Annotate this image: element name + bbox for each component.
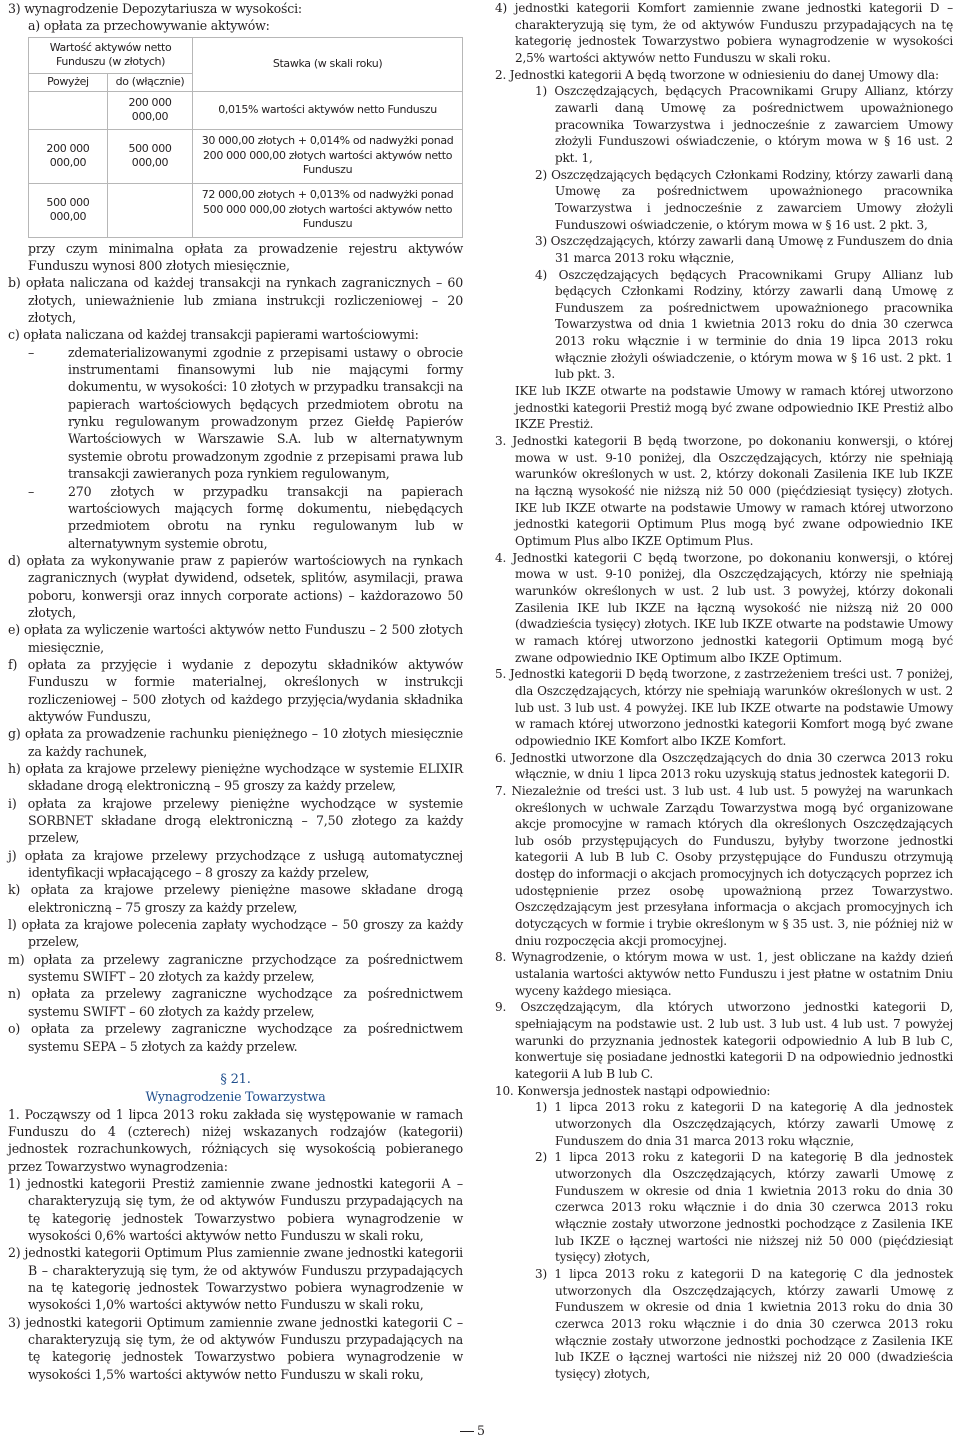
right-column [495, 0, 953, 1382]
item-3i: i) opłata za krajowe przelewy pieniężne wychodzące w systemie SORBNET składane drogą elektroniczną – 7,50 złotego za każdy przelew, [8, 795, 463, 846]
paragraph-2-item-1: 1) Oszczędzających, będących Pracownikami Grupy Allianz, którzy zawarli daną Umowę za pośrednictwem upoważnionego pracownika Towarzystwa i jednocześnie z zawarciem Umowy złożyli Funduszowi oświadczenie, o którym mowa w § 16 ust. 2 pkt. 1, [535, 84, 953, 165]
paragraph-4: 4. Jednostki kategorii C będą tworzone, po dokonaniu konwersji, o której mowa w ust. 9-10 poniżej, dla Oszczędzających, którzy nie spełniają warunków określonych w ust. 2 lub ust. 3 powyżej, którzy dokonali Zasilenia IKE lub IKZE na łączną wysokość nie niższą niż 20 000 (dwadzieścia tysięcy) złotych. IKE lub IKZE otwarte na podstawie Umowy w ramach której utworzono jednostki kategorii Optimum mogą być zwane odpowiednio IKE Optimum albo IKZE Optimum. [495, 550, 953, 665]
item-3c: c) opłata naliczana od każdej transakcji papierami wartościowymi: [8, 327, 419, 343]
paragraph-5: 5. Jednostki kategorii D będą tworzone, z zastrzeżeniem treści ust. 7 poniżej, dla Oszczędzających, którzy nie spełniają warunków określonych w ust. 2 lub ust. 3 lub ust. 4 powyżej. IKE lub IKZE otwarte na podstawie Umowy w ramach której utworzono jednostki kategorii Komfort mogą być zwane odpowiednio IKE Komfort albo IKZE Komfort. [495, 667, 953, 748]
paragraph-2-note: IKE lub IKZE otwarte na podstawie Umowy w ramach której utworzono jednostki kategorii Prestiż mogą być zwane odpowiednio IKE Prestiż albo IKZE Prestiż. [515, 384, 953, 432]
item-3j: j) opłata za krajowe przelewy przychodzące z usługą automatycznej identyfikacji wpłacającego – 8 groszy za każdy przelew, [8, 847, 463, 881]
paragraph-9: 9. Oszczędzającym, dla których utworzono jednostki kategorii D, spełniającym na podstawie ust. 2 lub ust. 3 lub ust. 4 lub ust. 7 powyżej warunki do przyznania jednostek kategorii odpowiednio A lub B lub C, konwertuje się posiadane jednostki kategorii D na odpowiednio jednostki kategorii A lub B lub C. [495, 1000, 953, 1081]
paragraph-1-item-3: 3) jednostki kategorii Optimum zamiennie zwane jednostki kategorii C – charakteryzują się tym, że od aktywów Funduszu przypadających na tę kategorię jednostek Towarzystwo pobiera wynagrodzenie w wysokości 1,5% wartości aktywów netto Funduszu w skali roku, [8, 1314, 463, 1382]
item-3b: b) opłata naliczana od każdej transakcji na rynkach zagranicznych – 60 złotych, unieważnienie lub zmiana instrukcji rozliczeniowej – 20 złotych, [8, 275, 463, 326]
paragraph-2: 2. Jednostki kategorii A będą tworzone w odniesieniu do danej Umowy dla: [495, 67, 939, 82]
table-cell: 72 000,00 złotych + 0,013% od nadwyżki ponad 500 000 000,00 złotych wartości aktywów netto Funduszu [193, 183, 463, 237]
item-3l: l) opłata za krajowe polecenia zapłaty wychodzące – 50 groszy za każdy przelew, [8, 917, 463, 950]
item-3o: o) opłata za przelewy zagraniczne wychodzące za pośrednictwem systemu SEPA – 5 złotych za każdy przelew. [8, 1021, 463, 1054]
left-column [8, 0, 463, 1383]
section-number: § 21. [220, 1071, 251, 1087]
table-subheader-above: Powyżej [29, 73, 108, 91]
paragraph-6: 6. Jednostki utworzone dla Oszczędzających do dnia 30 czerwca 2013 roku włącznie, w dniu 1 lipca 2013 roku uzyskują status jednostek kategorii D. [495, 750, 953, 782]
custody-fee-table [28, 37, 463, 238]
table-header-nav: Wartość aktywów netto Funduszu (w złotych) [29, 37, 193, 73]
item-3d: d) opłata za wykonywanie praw z papierów wartościowych na rynkach zagranicznych (wypłat dywidend, odsetek, splitów, asymilacji, prawa poboru, konwersji oraz innych corporate actions) – każdorazowo 50 złotych, [8, 552, 463, 620]
table-cell [107, 183, 192, 237]
table-cell: 0,015% wartości aktywów netto Funduszu [193, 91, 463, 129]
paragraph-10-item-2: 2) 1 lipca 2013 roku z kategorii D na kategorię B dla jednostek utworzonych dla Oszczędzających, którzy zawarli Umowę z Funduszem w okresie od dnia 1 kwietnia 2013 roku do dnia 30 czerwca 2013 roku włącznie i do dnia 30 czerwca 2013 roku włącznie zostały utworzone jednostki pochodzące z Zasilenia IKE lub IKZE o łącznej wartości nie niższej niż 50 000 (pięćdziesiąt tysięcy) złotych, [535, 1150, 953, 1265]
paragraph-2-item-4: 4) Oszczędzających będących Pracownikami Grupy Allianz lub będących Członkami Rodziny, którzy zawarli daną Umowę z Funduszem za pośrednictwem upoważnionego pracownika Towarzystwa od dnia 1 kwietnia 2013 roku do dnia 30 czerwca 2013 roku włącznie i w terminie do dnia 19 lipca 2013 roku włącznie złożyli oświadczenie, o którym mowa w § 16 ust. 2 pkt. 1 lub pkt. 3. [535, 267, 953, 382]
footer-rule [460, 1431, 474, 1432]
table-cell: 500 000 000,00 [29, 183, 108, 237]
paragraph-3: 3. Jednostki kategorii B będą tworzone, po dokonaniu konwersji, o której mowa w ust. 9-10 poniżej, dla Oszczędzających, którzy nie spełniają warunków określonych w ust. 2, którzy dokonali Zasilenia IKE lub IKZE na łączną wysokość nie niższą niż 50 000 (pięćdziesiąt tysięcy) złotych. IKE lub IKZE otwarte na podstawie Umowy w ramach której utworzono jednostki kategorii Optimum Plus mogą być zwane odpowiednio IKE Optimum Plus albo IKZE Optimum Plus. [495, 434, 953, 548]
dash-text: zdematerializowanymi zgodnie z przepisami ustawy o obrocie instrumentami finansowymi lub nie mającymi formy dokumentu, w wysokości: 10 złotych w przypadku transakcji na papierach wartościowych będących przedmiotem obrotu na rynku regulowanym prowadzonym przez Giełdę Papierów Wartościowych w Warszawie S.A. lub w alternatywnym systemie obrotu prowadzonym zgodnie z przepisami prawa lub transakcji zawieranych poza rynkiem regulowanym, [68, 344, 463, 482]
item-3a: a) opłata za przechowywanie aktywów: [28, 18, 270, 34]
item-3c-dash-2 [8, 483, 463, 552]
section-title: Wynagrodzenie Towarzystwa [145, 1089, 326, 1105]
item-3n: n) opłata za przelewy zagraniczne wychodzące za pośrednictwem systemu SWIFT – 60 złotych za każdy przelew, [8, 986, 463, 1019]
table-header-rate: Stawka (w skali roku) [193, 37, 463, 91]
page-number: 5 [477, 1423, 485, 1438]
paragraph-10-item-1: 1) 1 lipca 2013 roku z kategorii D na kategorię A dla jednostek utworzonych dla Oszczędzających, którzy zawarli Umowę z Funduszem do dnia 31 marca 2013 roku włącznie, [535, 1100, 953, 1148]
item-3: 3) wynagrodzenie Depozytariusza w wysokości: [8, 1, 302, 16]
paragraph-2-item-3: 3) Oszczędzających, którzy zawarli daną Umowę z Funduszem do dnia 31 marca 2013 roku włącznie, [535, 234, 953, 265]
item-3e: e) opłata za wyliczenie wartości aktywów netto Funduszu – 2 500 złotych miesięcznie, [8, 622, 463, 655]
table-cell: 500 000 000,00 [107, 129, 192, 183]
item-3h: h) opłata za krajowe przelewy pieniężne wychodzące w systemie ELIXIR składane drogą elektroniczną – 95 groszy za każdy przelew, [8, 761, 463, 794]
paragraph-8: 8. Wynagrodzenie, o którym mowa w ust. 1, jest obliczane na każdy dzień ustalania wartości aktywów netto Funduszu i jest płatne w ostatnim Dniu wyceny każdego miesiąca. [495, 950, 953, 998]
table-cell: 30 000,00 złotych + 0,014% od nadwyżki ponad 200 000 000,00 złotych wartości aktywów netto Funduszu [193, 129, 463, 183]
paragraph-10: 10. Konwersja jednostek nastąpi odpowiednio: [495, 1083, 771, 1098]
table-cell: 200 000 000,00 [107, 91, 192, 129]
paragraph-1-item-2: 2) jednostki kategorii Optimum Plus zamiennie zwane jednostki kategorii B – charakteryzują się tym, że od aktywów Funduszu przypadających na tę kategorię jednostek Towarzystwo pobiera wynagrodzenie w wysokości 1,0% wartości aktywów netto Funduszu w skali roku, [8, 1245, 463, 1313]
paragraph-7: 7. Niezależnie od treści ust. 3 lub ust. 4 lub ust. 5 powyżej na warunkach określonych w uchwale Zarządu Towarzystwa mogą być organizowane akcje promocyjne w ramach których dla określonych Oszczędzających lub osób przystępujących do Funduszu, byłyby tworzone jednostki kategorii A lub B lub C. Osoby przystępujące do Funduszu otrzymują dostęp do informacji o akcjach promocyjnych ich dotyczących poprzez ich udostępnienie przez osobę upoważnioną przez Towarzystwo. Oszczędzającym jest przesyłana informacja o akcjach promocyjnych ich dotyczących w formie i trybie określonym w § 35 ust. 3, nie później niż w dniu rozpoczęcia akcji promocyjnej. [495, 783, 953, 948]
table-cell [29, 91, 108, 129]
paragraph-10-item-3: 3) 1 lipca 2013 roku z kategorii D na kategorię C dla jednostek utworzonych dla Oszczędzających, którzy zawarli Umowę z Funduszem w okresie od dnia 1 kwietnia 2013 roku do dnia 30 czerwca 2013 roku włącznie i do dnia 30 czerwca 2013 roku włącznie zostały utworzone jednostki pochodzące z Zasilenia IKE lub IKZE o łącznej wartości nie niższej niż 20 000 (dwadzieścia tysięcy) złotych, [535, 1266, 953, 1381]
dash-marker: – [28, 483, 35, 499]
paragraph-1-item-4: 4) jednostki kategorii Komfort zamiennie zwane jednostki kategorii D – charakteryzują się tym, że od aktywów Funduszu przypadających na tę kategorię jednostek Towarzystwo pobiera wynagrodzenie w wysokości 2,5% wartości aktywów netto Funduszu w skali roku. [495, 1, 953, 65]
table-subheader-upto: do (włącznie) [107, 73, 192, 91]
paragraph-1: 1. Począwszy od 1 lipca 2013 roku zakłada się występowanie w ramach Funduszu do 4 (czterech) niżej wskazanych rodzajów (kategorii) jednostek rozrachunkowych, różniących się wysokością pobieranego przez Towarzystwo wynagrodzenia: [8, 1106, 463, 1174]
min-fee-note: przy czym minimalna opłata za prowadzenie rejestru aktywów Funduszu wynosi 800 złotych miesięcznie, [28, 240, 463, 274]
table-cell: 200 000 000,00 [29, 129, 108, 183]
item-3c-dash-1 [8, 344, 463, 483]
dash-marker: – [28, 344, 35, 360]
section-heading [8, 1071, 463, 1106]
item-3m: m) opłata za przelewy zagraniczne przychodzące za pośrednictwem systemu SWIFT – 20 złotych za każdy przelew, [8, 951, 463, 985]
item-3k: k) opłata za krajowe przelewy pieniężne masowe składane drogą elektroniczną – 75 groszy za każdy przelew, [8, 882, 463, 915]
paragraph-2-item-2: 2) Oszczędzających będących Członkami Rodziny, którzy zawarli daną Umowę za pośrednictwem upoważnionego pracownika Towarzystwa i jednocześnie z zawarciem Umowy złożyli Funduszowi oświadczenie, o którym mowa w § 16 ust. 2 pkt. 3, [535, 167, 953, 232]
dash-text: 270 złotych w przypadku transakcji na papierach wartościowych mających formę dokumentu, niebędących przedmiotem obrotu na rynku regulowanym lub w alternatywnym systemie obrotu, [68, 483, 463, 551]
item-3f: f) opłata za przyjęcie i wydanie z depozytu składników aktywów Funduszu w formie materialnej, określonych w instrukcji rozliczeniowej – 500 złotych od każdego przyjęcia/wydania składnika aktywów Funduszu, [8, 656, 463, 724]
item-3g: g) opłata za prowadzenie rachunku pieniężnego – 10 złotych miesięcznie za każdy rachunek, [8, 726, 463, 759]
paragraph-1-item-1: 1) jednostki kategorii Prestiż zamiennie zwane jednostki kategorii A – charakteryzują się tym, że od aktywów Funduszu przypadających na tę kategorię jednostek Towarzystwo pobiera wynagrodzenie w wysokości 0,6% wartości aktywów netto Funduszu w skali roku, [8, 1175, 463, 1243]
